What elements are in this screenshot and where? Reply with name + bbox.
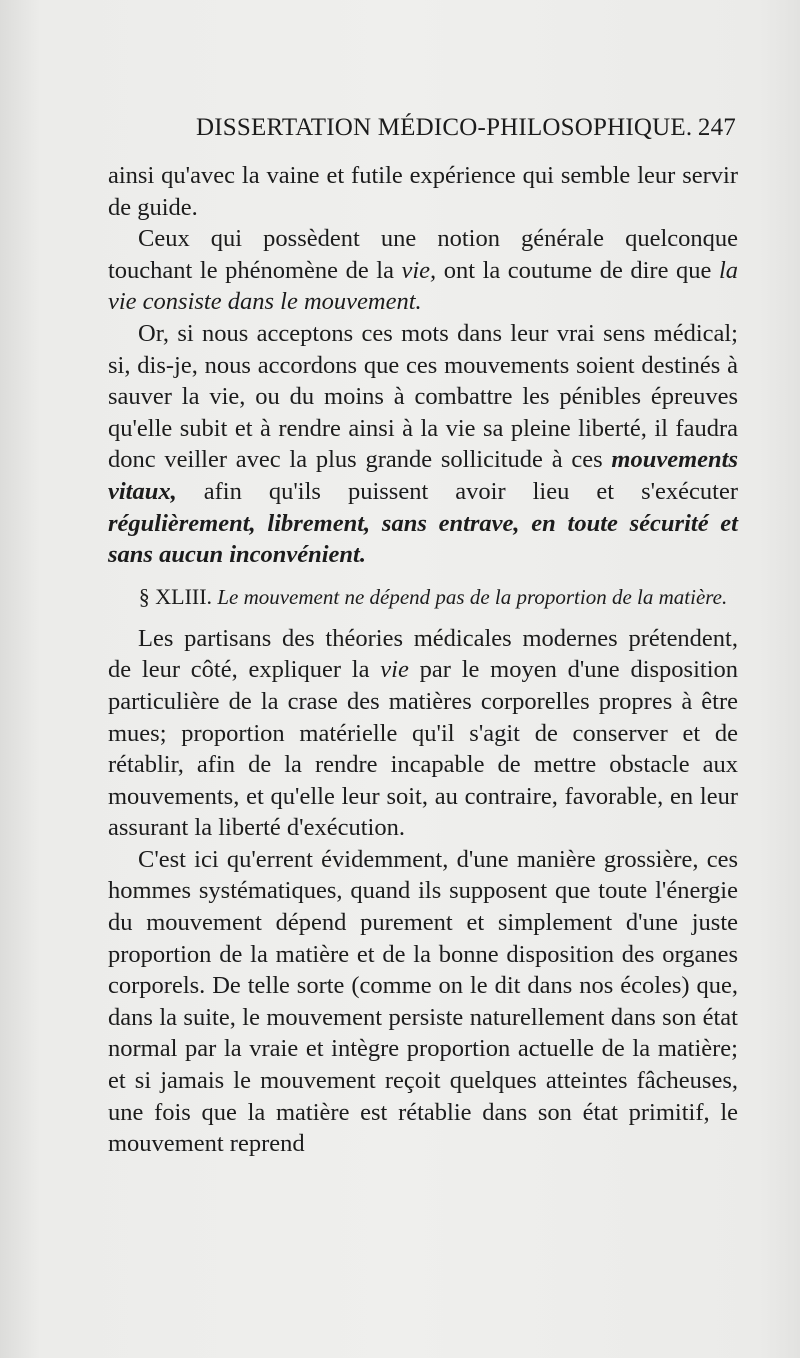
paragraph-2-text-b: ont la coutume de dire que [436,256,719,284]
page-number: 247 [697,114,736,141]
section-heading [108,583,738,611]
paragraph-5-text: C'est ici qu'errent évidemment, d'une manière grossière, ces hommes systématiques, quand ils supposent que toute l'énergie du mouvement dépend purement et simplement d'une juste proportion de la matière et de la bonne disposition des organes corporels. De telle sorte (comme on le dit dans nos écoles) que, dans la suite, le mouvement persiste naturellement dans son état normal par la vraie et intègre proportion actuelle de la matière; et si jamais le mouvement reçoit quelques atteintes fâcheuses, une fois que la matière est rétablie dans son état primitif, le mouvement reprend [108,845,738,1158]
paragraph-4-text-a: Les partisans des théories médicales modernes prétendent, de leur côté, expliquer la [108,624,738,684]
paragraph-4-emphasis-vie: vie [380,656,409,684]
paragraph-1 [108,160,738,223]
paragraph-3-text-a: Or, si nous acceptons ces mots dans leur vrai sens médical; si, dis-je, nous accordons que ces mouvements soient destinés à sauver la vie, ou du moins à combattre les pénibles épreuves qu'elle subit et à rendre ainsi à la vie sa pleine liberté, il faudra donc veiller avec la plus grande sollicitude à ces [108,319,738,474]
paragraph-3 [108,318,738,571]
paragraph-2-emphasis-quote: la vie consiste dans le mouvement. [108,256,738,316]
paragraph-4 [108,623,738,844]
paragraph-2 [108,223,738,318]
body-text [108,160,738,1160]
section-title: Le mouvement ne dépend pas de la proportion de la matière. [217,584,728,609]
paragraph-1-text: ainsi qu'avec la vaine et futile expérience qui semble leur servir de guide. [108,162,738,221]
paragraph-3-text-b: afin qu'ils puissent avoir lieu et s'exécuter [176,477,738,505]
running-title: DISSERTATION MÉDICO-PHILOSOPHIQUE. [196,114,693,141]
paragraph-2-emphasis-vie: vie, [401,256,437,284]
paragraph-3-emphasis-conditions: régulièrement, librement, sans entrave, en toute sécurité et sans aucun inconvénient. [108,509,738,569]
paragraph-2-text-a: Ceux qui possèdent une notion générale quelconque touchant le phénomène de la [108,225,738,284]
paragraph-5 [108,844,738,1160]
paragraph-4-text-b: par le moyen d'une disposition particulière de la crase des matières corporelles propres à être mues; proportion matérielle qu'il s'agit de conserver et de rétablir, afin de la rendre incapable de mettre obstacle aux mouvements, et qu'elle leur soit, au contraire, favorable, en leur assurant la liberté d'exécution. [108,656,738,842]
section-number: § XLIII. [138,583,213,609]
paragraph-3-emphasis-mouvements: mouvements vitaux, [108,446,738,505]
